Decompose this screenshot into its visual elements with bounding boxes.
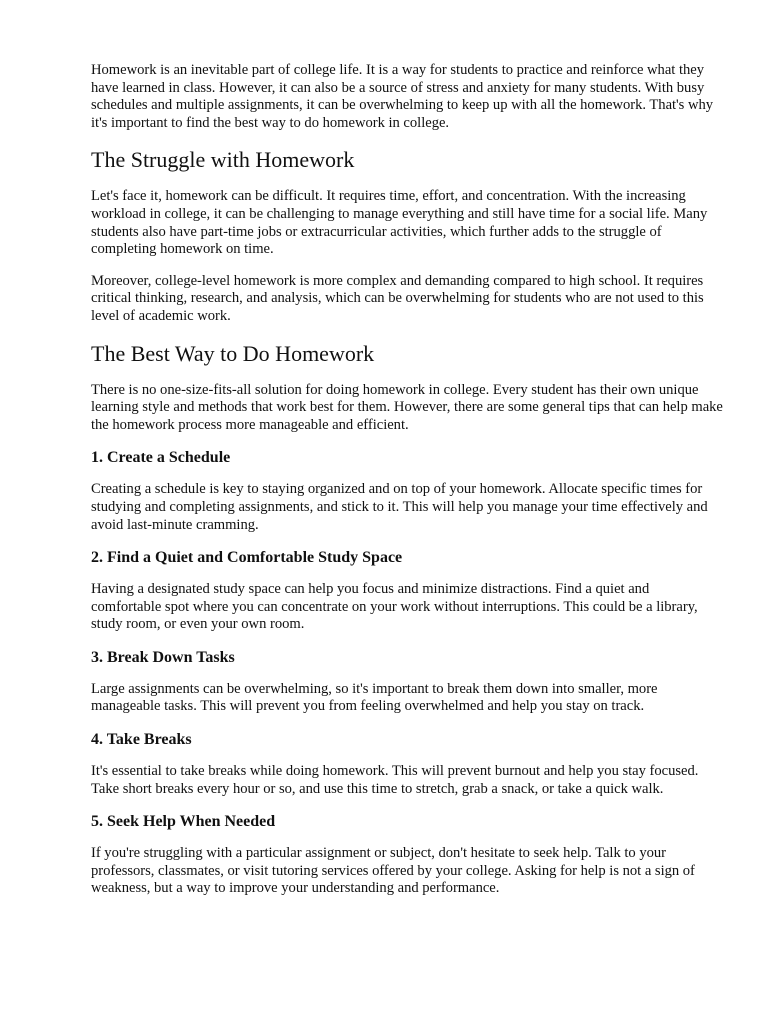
struggle-paragraph-1: Let's face it, homework can be difficult. It requires time, effort, and concentration. With the increasing workload in college, it can be challenging to manage everything and still have time for a social life. Many students also have part-time jobs or extracurricular activities, which further adds to the struggle of completing homework on time. [91,188,708,258]
tip-text-study-space: Having a designated study space can help you focus and minimize distractions. Find a quiet and comfortable spot where you can concentrate on your work without interruptions. This could be a library, study room, or even your own room. [91,581,698,633]
tip-text-break-down: Large assignments can be overwhelming, so it's important to break them down into smaller, more manageable tasks. This will prevent you from feeling overwhelmed and help you stay on track. [91,680,658,715]
document-page [91,60,723,898]
tip-text-schedule: Creating a schedule is key to staying organized and on top of your homework. Allocate specific times for studying and completing assignments, and stick to it. This will help you manage your time effectively and avoid last-minute cramming. [91,481,708,533]
tip-heading-schedule: 1. Create a Schedule [91,449,231,467]
tip-text-breaks: It's essential to take breaks while doing homework. This will prevent burnout and help you stay focused. Take short breaks every hour or so, and use this time to stretch, grab a snack, or take a quick walk. [91,763,699,797]
struggle-paragraph-2: Moreover, college-level homework is more complex and demanding compared to high school. It requires critical thinking, research, and analysis, which can be overwhelming for students who are not used to this level of academic work. [91,272,704,324]
tip-text-seek-help: If you're struggling with a particular assignment or subject, don't hesitate to seek help. Talk to your professors, classmates, or visit tutoring services offered by your college. Asking for help is not a sign of weakness, but a way to improve your understanding and performance. [91,845,695,897]
section-heading-best-way: The Best Way to Do Homework [91,340,375,366]
tip-heading-break-down: 3. Break Down Tasks [91,648,235,666]
best-way-intro-paragraph: There is no one-size-fits-all solution for doing homework in college. Every student has their own unique learning style and methods that work best for them. However, there are some general tips that can help make the homework process more manageable and efficient. [91,381,723,433]
tip-heading-breaks: 4. Take Breaks [91,731,192,749]
tip-heading-study-space: 2. Find a Quiet and Comfortable Study Space [91,549,403,567]
section-heading-struggle: The Struggle with Homework [91,147,355,173]
intro-paragraph: Homework is an inevitable part of college life. It is a way for students to practice and reinforce what they have learned in class. However, it can also be a source of stress and anxiety for many students. With busy schedules and multiple assignments, it can be overwhelming to keep up with all the homework. That's why it's important to find the best way to do homework in college. [91,62,714,131]
tip-heading-seek-help: 5. Seek Help When Needed [91,813,276,831]
